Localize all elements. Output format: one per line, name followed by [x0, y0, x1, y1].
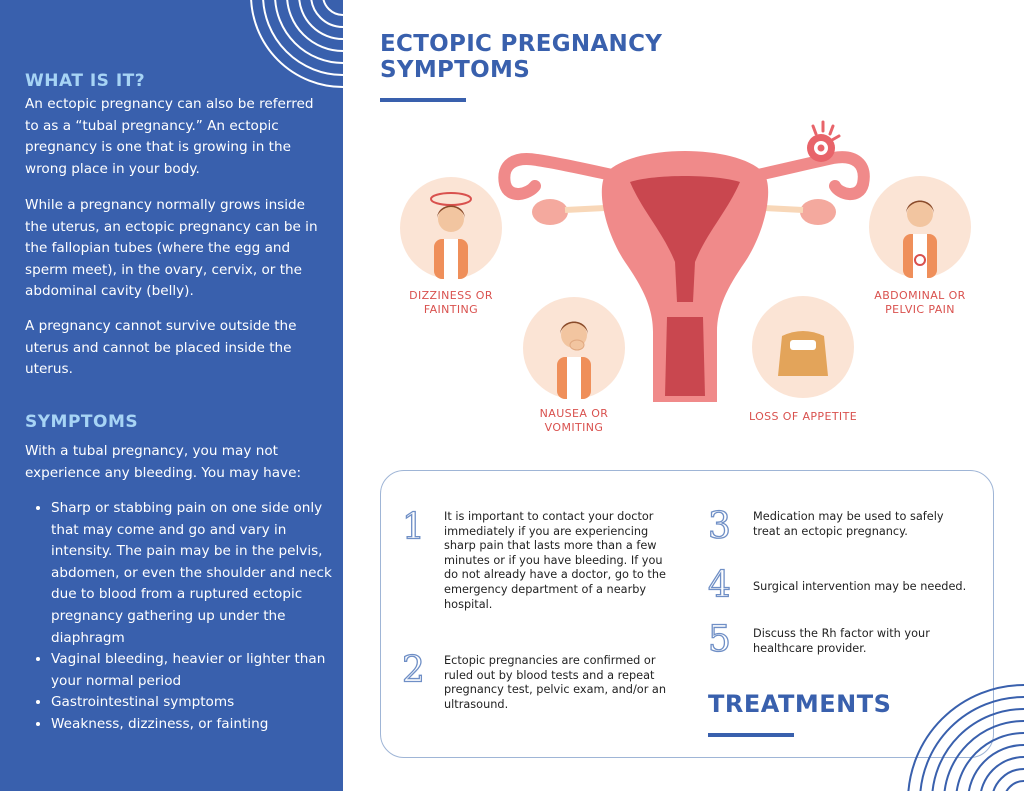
decorative-arcs	[228, 0, 343, 100]
step-text: Surgical intervention may be needed.	[753, 580, 967, 593]
what-is-it-heading: WHAT IS IT?	[25, 71, 146, 91]
dizzy-person-icon	[400, 177, 502, 279]
scale-icon	[752, 296, 854, 398]
step-number: 1	[402, 507, 425, 548]
what-paragraph-3: A pregnancy cannot survive outside the uterus and cannot be placed inside the uterus.	[25, 318, 297, 377]
step-number: 2	[402, 650, 425, 691]
step-text: Discuss the Rh factor with your healthcare provider.	[753, 627, 930, 655]
nausea-label: NAUSEA OR VOMITING	[539, 407, 609, 434]
step-number: 4	[708, 565, 731, 606]
symptom-item: • Sharp or stabbing pain on one side only that may come and go and vary in intensity. The pain may be in the pelvis, abdomen, or even the shoulder and neck due to blood from a ruptured ectopic pregnancy gathering up under the diaphragm	[51, 498, 343, 649]
symptoms-list	[33, 498, 343, 736]
abdominal-pain-label: ABDOMINAL OR PELVIC PAIN	[874, 289, 966, 316]
symptoms-heading: SYMPTOMS	[25, 412, 139, 432]
step-text: It is important to contact your doctor immediately if you are experiencing sharp pain that lasts more than a few minutes or if you have bleeding. If you do not already have a doctor, go to the emergency department of a nearby hospital.	[444, 510, 666, 611]
treatments-underline	[708, 733, 794, 737]
treatments-heading: TREATMENTS	[708, 690, 892, 718]
decorative-arcs	[890, 676, 1024, 791]
symptom-item: • Gastrointestinal symptoms	[51, 692, 343, 714]
dizziness-illustration	[400, 177, 502, 279]
what-paragraph-1: An ectopic pregnancy can also be referred to as a “tubal pregnancy.” An ectopic pregnancy is one that is growing in the wrong place in your body.	[25, 96, 314, 177]
what-paragraph-2: While a pregnancy normally grows inside the uterus, an ectopic pregnancy can be in the fallopian tubes (where the egg and sperm meet), in the ovary, cervix, or the abdominal cavity (belly).	[25, 197, 318, 299]
nausea-illustration	[523, 297, 625, 399]
abdominal-pain-illustration	[869, 176, 971, 278]
appetite-label: LOSS OF APPETITE	[748, 410, 858, 423]
step-number: 5	[708, 619, 731, 660]
dizziness-label: DIZZINESS OR FAINTING	[409, 289, 493, 316]
step-number: 3	[708, 506, 731, 547]
sidebar	[0, 0, 343, 791]
abdominal-pain-person-icon	[869, 176, 971, 278]
symptoms-intro: With a tubal pregnancy, you may not experience any bleeding. You may have:	[25, 443, 302, 481]
symptom-item: • Vaginal bleeding, heavier or lighter than your normal period	[51, 649, 343, 692]
appetite-illustration	[752, 296, 854, 398]
symptom-item: • Weakness, dizziness, or fainting	[51, 714, 343, 736]
nausea-person-icon	[523, 297, 625, 399]
step-text: Ectopic pregnancies are confirmed or ruled out by blood tests and a repeat pregnancy test, pelvic exam, and/or an ultrasound.	[444, 654, 667, 711]
step-text: Medication may be used to safely treat an ectopic pregnancy.	[753, 510, 944, 538]
page-title: ECTOPIC PREGNANCY SYMPTOMS	[380, 31, 663, 83]
title-underline	[380, 98, 466, 102]
